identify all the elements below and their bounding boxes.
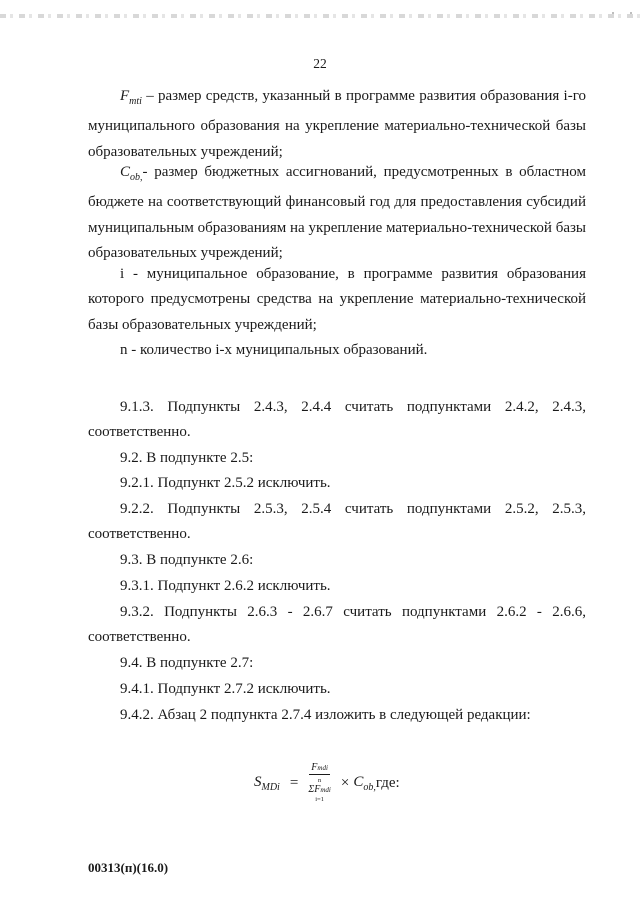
item-9-4: 9.4. В подпункте 2.7: xyxy=(120,655,254,671)
item-9-2: 9.2. В подпункте 2.5: xyxy=(120,450,254,466)
sum-upper-limit: n xyxy=(317,777,322,784)
definition-i: i - муниципальное образование, в программе развития образования которого предусмотрены средства на укрепление материально-технической базы образовательных учреждений; xyxy=(88,266,586,333)
formula-equals: = xyxy=(289,774,299,791)
scan-dot xyxy=(630,12,632,14)
item-9-3-2: 9.3.2. Подпункты 2.6.3 - 2.6.7 считать подпунктами 2.6.2 - 2.6.6, соответственно. xyxy=(88,604,586,646)
scan-artifact-line xyxy=(0,14,640,18)
sum-lower-limit: i=1 xyxy=(315,796,324,803)
formula-lhs: $S_{MDi}$ xyxy=(254,773,280,793)
formula-fraction xyxy=(308,762,331,804)
item-9-3: 9.3. В подпункте 2.6: xyxy=(120,552,254,568)
item-9-3-1: 9.3.1. Подпункт 2.6.2 исключить. xyxy=(120,578,331,594)
formula-denominator xyxy=(308,775,331,804)
definition-cob: $C_{ob,}-$ размер бюджетных ассигнований, предусмотренных в областном бюджете на соответствующий финансовый год для предоставления субсидий муниципальным образованиям на укрепление материально-технической базы образовательных учреждений; xyxy=(88,164,586,262)
document-code: 00313(п)(16.0) xyxy=(88,860,169,875)
formula-smdi xyxy=(254,758,400,808)
page-number: 22 xyxy=(313,56,327,71)
symbol-c: $C_{ob,}$ xyxy=(120,164,143,183)
definition-n: n - количество i-х муниципальных образований. xyxy=(120,342,428,358)
item-9-2-2: 9.2.2. Подпункты 2.5.3, 2.5.4 считать подпунктами 2.5.2, 2.5.3, соответственно. xyxy=(88,501,586,543)
item-9-1-3: 9.1.3. Подпункты 2.4.3, 2.4.4 считать подпунктами 2.4.2, 2.4.3, соответственно. xyxy=(88,399,586,441)
sum-term: ΣFmdi xyxy=(308,784,331,795)
item-9-4-2: 9.4.2. Абзац 2 подпункта 2.7.4 изложить в следующей редакции: xyxy=(120,707,531,723)
formula-rhs: $C_{ob,}$ xyxy=(353,773,376,793)
formula-numerator: Fmdi xyxy=(311,762,328,773)
definition-fmti: $F_{mti}$ – размер средств, указанный в программе развития образования i-го муниципального образования на укрепление материально-технической базы образовательных учреждений; xyxy=(88,88,586,160)
scan-dot xyxy=(612,12,614,14)
formula-times: × xyxy=(340,774,350,791)
item-9-2-1: 9.2.1. Подпункт 2.5.2 исключить. xyxy=(120,475,331,491)
item-9-4-1: 9.4.1. Подпункт 2.7.2 исключить. xyxy=(120,681,331,697)
formula-tail: где: xyxy=(375,774,400,791)
symbol-f: $F_{mti}$ xyxy=(120,88,142,107)
